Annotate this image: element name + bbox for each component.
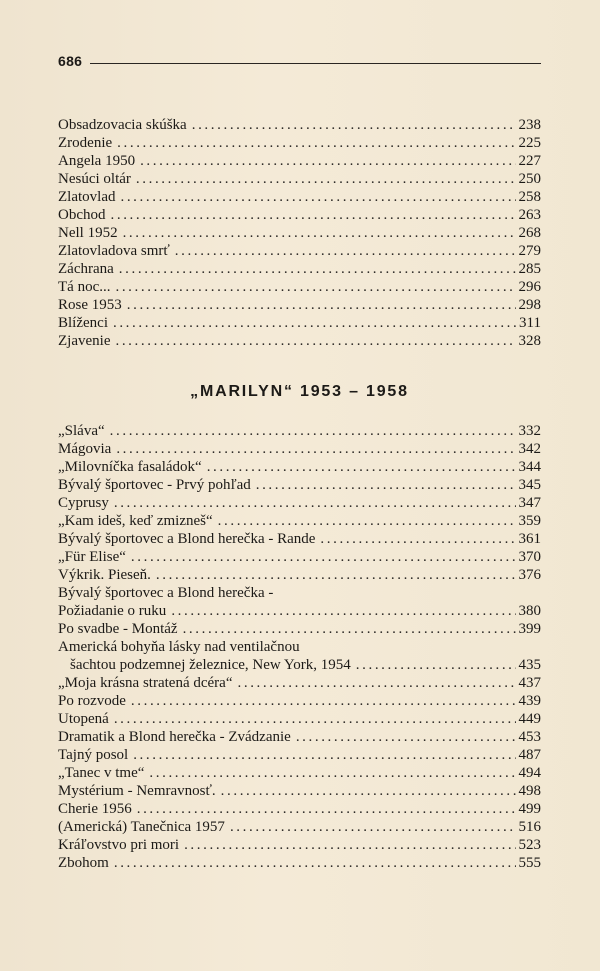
dot-leader	[116, 440, 515, 458]
dot-leader	[114, 854, 516, 872]
toc-entry-page: 227	[518, 153, 541, 169]
toc-entry	[58, 152, 541, 170]
dot-leader	[110, 422, 516, 440]
toc-entry	[58, 602, 541, 620]
toc-entry-title: (Americká) Tanečnica 1957	[58, 819, 225, 835]
toc-entry-page: 449	[518, 711, 541, 727]
toc-entry-title: „Moja krásna stratená dcéra“	[58, 675, 233, 691]
dot-leader	[207, 458, 516, 476]
dot-leader	[171, 602, 515, 620]
toc-entry-page: 342	[518, 441, 541, 457]
toc-entry-title: „Tanec v tme“	[58, 765, 145, 781]
dot-leader	[221, 782, 516, 800]
dot-leader	[184, 836, 515, 854]
toc-entry-page: 268	[518, 225, 541, 241]
toc-entry	[58, 440, 541, 458]
toc-entry-title: Blíženci	[58, 315, 108, 331]
toc-entry-page: 328	[518, 333, 541, 349]
toc-entry-page: 498	[518, 783, 541, 799]
toc-entry	[58, 224, 541, 242]
toc-entry	[58, 278, 541, 296]
toc-entry-page: 494	[518, 765, 541, 781]
toc-entry-page: 332	[518, 423, 541, 439]
toc-entry-page: 225	[518, 135, 541, 151]
toc-entry	[58, 746, 541, 764]
dot-leader	[183, 620, 516, 638]
toc-entry-title: Požiadanie o ruku	[58, 603, 167, 619]
toc-entry-page: 296	[518, 279, 541, 295]
toc-entry-page: 361	[518, 531, 541, 547]
dot-leader	[140, 152, 515, 170]
toc-entry-title: šachtou podzemnej železnice, New York, 1954	[70, 657, 351, 673]
dot-leader	[149, 764, 515, 782]
toc-entry	[58, 314, 541, 332]
toc-entry	[58, 620, 541, 638]
dot-leader	[114, 494, 516, 512]
dot-leader	[111, 206, 516, 224]
toc-entry-page: 435	[518, 657, 541, 673]
toc-entry-title: Po svadbe - Montáž	[58, 621, 178, 637]
table-of-contents-part-2	[58, 422, 541, 872]
toc-entry-title: „Für Elise“	[58, 549, 126, 565]
dot-leader	[175, 242, 516, 260]
toc-entry-page: 380	[518, 603, 541, 619]
toc-entry-title: Cherie 1956	[58, 801, 132, 817]
section-heading: „MARILYN“ 1953 – 1958	[190, 383, 409, 400]
dot-leader	[119, 260, 516, 278]
toc-entry	[58, 764, 541, 782]
dot-leader	[137, 800, 516, 818]
toc-entry-page: 399	[518, 621, 541, 637]
dot-leader	[113, 314, 516, 332]
dot-leader	[131, 692, 516, 710]
dot-leader	[136, 170, 516, 188]
toc-entry-title: Záchrana	[58, 261, 114, 277]
toc-entry-page: 347	[518, 495, 541, 511]
dot-leader	[320, 530, 515, 548]
dot-leader	[356, 656, 516, 674]
toc-entry-continued	[58, 584, 541, 602]
toc-entry-page: 345	[518, 477, 541, 493]
toc-entry	[58, 188, 541, 206]
dot-leader	[238, 674, 516, 692]
toc-entry-page: 516	[518, 819, 541, 835]
toc-entry	[58, 710, 541, 728]
dot-leader	[117, 134, 515, 152]
toc-entry-title: Bývalý športovec a Blond herečka -	[58, 585, 274, 601]
toc-entry-title: Obsadzovacia skúška	[58, 117, 187, 133]
dot-leader	[192, 116, 516, 134]
toc-entry	[58, 854, 541, 872]
toc-entry-title: Dramatik a Blond herečka - Zvádzanie	[58, 729, 291, 745]
toc-entry-page: 298	[518, 297, 541, 313]
toc-entry-title: Bývalý športovec a Blond herečka - Rande	[58, 531, 316, 547]
toc-entry-page: 439	[518, 693, 541, 709]
toc-entry	[58, 116, 541, 134]
toc-entry-title: Výkrik. Pieseň.	[58, 567, 151, 583]
dot-leader	[131, 548, 516, 566]
dot-leader	[218, 512, 516, 530]
toc-entry-title: Nell 1952	[58, 225, 118, 241]
dot-leader	[115, 332, 515, 350]
toc-entry-title: Zjavenie	[58, 333, 111, 349]
toc-entry-title: Nesúci oltár	[58, 171, 131, 187]
toc-entry-page: 258	[518, 189, 541, 205]
toc-entry	[58, 782, 541, 800]
toc-entry-title: Angela 1950	[58, 153, 136, 169]
toc-entry-title: Tajný posol	[58, 747, 129, 763]
toc-entry-page: 376	[518, 567, 541, 583]
toc-entry	[58, 836, 541, 854]
toc-entry-page: 555	[518, 855, 541, 871]
toc-entry-title: Zrodenie	[58, 135, 113, 151]
toc-entry-continued	[58, 638, 541, 656]
toc-entry-title: Utopená	[58, 711, 109, 727]
toc-entry-title: Cyprusy	[58, 495, 109, 511]
dot-leader	[296, 728, 516, 746]
dot-leader	[156, 566, 516, 584]
toc-entry	[58, 530, 541, 548]
toc-entry-page: 344	[518, 459, 541, 475]
toc-entry	[58, 494, 541, 512]
toc-entry-page: 437	[518, 675, 541, 691]
dot-leader	[127, 296, 516, 314]
dot-leader	[123, 224, 516, 242]
toc-entry-title: Zbohom	[58, 855, 109, 871]
toc-entry-page: 359	[518, 513, 541, 529]
toc-entry	[58, 800, 541, 818]
toc-entry-title: „Sláva“	[58, 423, 105, 439]
toc-entry	[58, 818, 541, 836]
toc-entry-page: 285	[518, 261, 541, 277]
toc-entry-title: Po rozvode	[58, 693, 126, 709]
toc-entry	[58, 728, 541, 746]
toc-entry-page: 279	[518, 243, 541, 259]
toc-entry	[58, 458, 541, 476]
toc-entry-title: Rose 1953	[58, 297, 122, 313]
table-of-contents-part-1	[58, 116, 541, 350]
toc-entry	[58, 134, 541, 152]
toc-entry	[58, 656, 541, 674]
toc-entry-page: 487	[518, 747, 541, 763]
toc-entry	[58, 332, 541, 350]
toc-entry-title: Bývalý športovec - Prvý pohľad	[58, 477, 251, 493]
toc-entry-page: 250	[518, 171, 541, 187]
toc-entry-title: Mystérium - Nemravnosť.	[58, 783, 216, 799]
toc-entry-title: Kráľovstvo pri mori	[58, 837, 180, 853]
toc-entry	[58, 422, 541, 440]
toc-entry	[58, 692, 541, 710]
dot-leader	[133, 746, 515, 764]
dot-leader	[114, 710, 516, 728]
toc-entry-title: Obchod	[58, 207, 106, 223]
toc-entry-title: Mágovia	[58, 441, 112, 457]
dot-leader	[230, 818, 516, 836]
toc-entry-page: 370	[518, 549, 541, 565]
toc-entry-page: 453	[518, 729, 541, 745]
page-number: 686	[58, 53, 83, 69]
toc-entry	[58, 242, 541, 260]
dot-leader	[256, 476, 516, 494]
dot-leader	[115, 278, 515, 296]
toc-entry	[58, 674, 541, 692]
toc-entry-title: Americká bohyňa lásky nad ventilačnou	[58, 639, 300, 655]
toc-entry-title: „Kam ideš, keď zmizneš“	[58, 513, 213, 529]
toc-entry	[58, 296, 541, 314]
page-header	[58, 51, 541, 71]
dot-leader	[120, 188, 515, 206]
toc-entry-page: 499	[518, 801, 541, 817]
toc-entry-title: Zlatovlad	[58, 189, 116, 205]
toc-entry	[58, 512, 541, 530]
toc-entry	[58, 260, 541, 278]
toc-entry	[58, 548, 541, 566]
toc-entry	[58, 476, 541, 494]
toc-entry	[58, 206, 541, 224]
toc-entry-page: 238	[518, 117, 541, 133]
toc-entry	[58, 170, 541, 188]
toc-entry-page: 523	[518, 837, 541, 853]
toc-entry-page: 311	[519, 315, 541, 331]
header-rule	[90, 63, 541, 64]
toc-entry	[58, 566, 541, 584]
toc-entry-title: „Milovníčka fasaládok“	[58, 459, 202, 475]
toc-entry-title: Zlatovladova smrť	[58, 243, 170, 259]
toc-entry-page: 263	[518, 207, 541, 223]
toc-entry-title: Tá noc...	[58, 279, 111, 295]
